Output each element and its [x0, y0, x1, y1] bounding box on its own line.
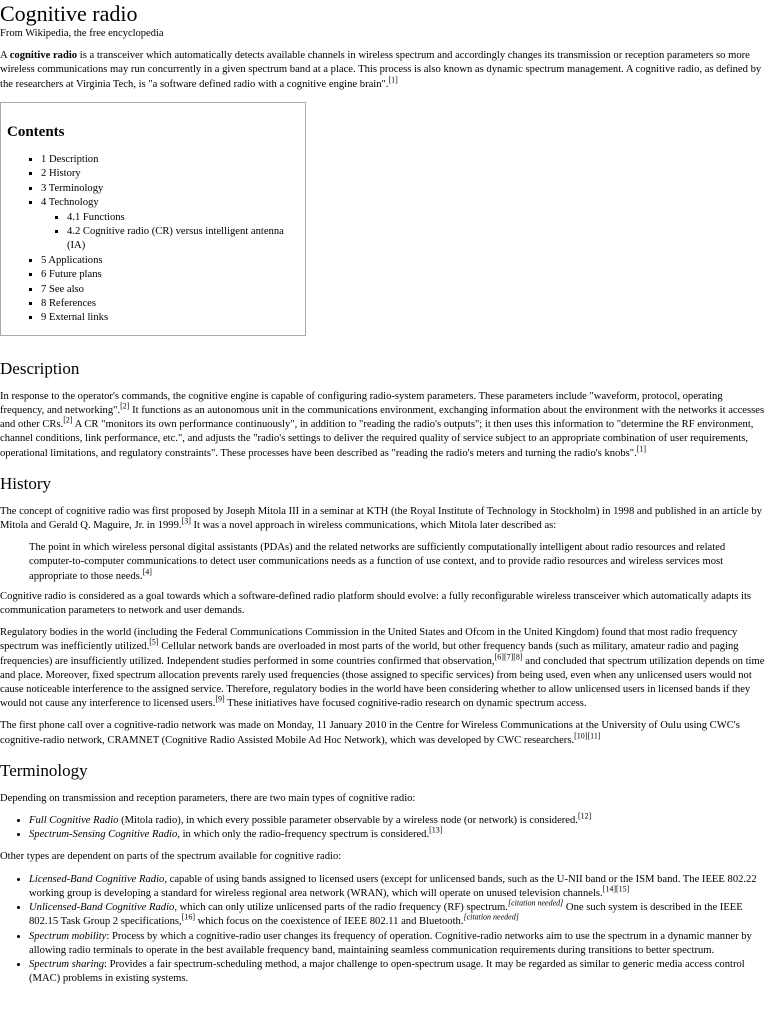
page-title: Cognitive radio — [0, 1, 138, 26]
citation-link[interactable]: [16] — [181, 912, 195, 922]
citation-link[interactable]: [2] — [120, 401, 130, 411]
toc-link[interactable]: 5 Applications — [41, 254, 103, 266]
citation-link[interactable]: [9] — [215, 694, 225, 704]
toc-subitem[interactable] — [67, 225, 299, 254]
history-paragraph — [0, 505, 766, 533]
table-of-contents — [0, 102, 306, 336]
text-run: Regulatory bodies in the world (including the Federal Communications Commission in the United States and Ofcom in the United Kingdom) found that most radio frequency spectrum was inefficiently utilized. — [0, 627, 738, 653]
history-paragraph — [0, 719, 766, 747]
toc-link[interactable]: 9 External links — [41, 312, 109, 324]
text-run: : Provides a fair spectrum-scheduling method, a major challenge to open-spectrum usage. It may be regarded as similar to generic media access control (MAC) problems in existing systems. — [29, 958, 745, 985]
toc-item[interactable] — [41, 311, 299, 325]
terminology-paragraph — [0, 792, 766, 806]
terminology-paragraph — [0, 850, 766, 864]
citation-link[interactable]: [13] — [429, 825, 443, 835]
list-item — [29, 930, 766, 958]
citation-link[interactable]: [5] — [149, 637, 159, 647]
intro-pre: A — [0, 50, 10, 62]
page-subtitle: From Wikipedia, the free encyclopedia — [0, 28, 164, 39]
toc-link[interactable]: 3 Terminology — [41, 182, 104, 194]
toc-item[interactable] — [41, 254, 299, 268]
toc-sublist — [41, 211, 299, 254]
text-run: These initiatives have focused cognitive-radio research on dynamic spectrum access. — [224, 698, 587, 710]
intro-bold-term: cognitive radio — [9, 50, 78, 62]
citation-link[interactable]: [6][7][8] — [494, 652, 523, 662]
list-item — [29, 958, 766, 986]
text-run: Depending on transmission and reception parameters, there are two main types of cognitive radio: — [0, 792, 416, 804]
text-run: It was a novel approach in wireless communications, which Mitola later described as: — [190, 520, 557, 532]
text-run: It functions as an autonomous unit in the communications environment, exchanging information about the environment with the networks it accesses and other CRs. — [0, 405, 765, 431]
section-heading-description: Description — [0, 358, 80, 378]
toc-item[interactable] — [41, 153, 299, 167]
list-item — [29, 873, 766, 901]
text-run: , which can only utilize unlicensed parts of the radio frequency (RF) spectrum. — [174, 902, 508, 914]
intro-paragraph — [0, 49, 766, 92]
toc-item[interactable] — [41, 283, 299, 297]
citation-link[interactable]: [2] — [63, 415, 73, 425]
section-heading-history: History — [0, 473, 51, 493]
toc-link[interactable]: 4 Technology — [41, 197, 99, 209]
toc-link[interactable]: 4.2 Cognitive radio (CR) versus intelligent antenna (IA) — [67, 226, 284, 252]
text-run: (Mitola radio), in which every possible parameter observable by a wireless node (or network) is considered. — [118, 815, 578, 827]
text-run: The first phone call over a cognitive-radio network was made on Monday, 11 January 2010 in the Centre for Wireless Communications at the University of Oulu using CWC's cognitive-radio network, CRAMNET (Cognitive Radio Assisted Mobile Ad Hoc Network), which was developed by CWC researchers. — [0, 720, 740, 746]
term-link[interactable]: Licensed-Band Cognitive Radio — [29, 873, 165, 885]
description-paragraph — [0, 390, 766, 461]
toc-title: Contents — [7, 123, 65, 140]
text-run: and concluded that spectrum utilization depends on time and place. Moreover, fixed spectrum allocation prevents rarely used frequencies (those assigned to specific services) from being used, even when any unlicensed users would not cause noticeable interference to the assigned service. Therefore, regulatory bodies in the world have been considering whether to allow unlicensed users in licensed bands if they would not cause any interference to licensed users. — [0, 655, 765, 710]
citation-needed-link[interactable]: [citation needed] — [463, 912, 519, 922]
text-run: A CR "monitors its own performance continuously", in addition to "reading the radio's outputs"; it then uses this information to "determine the RF environment, channel conditions, link performance, etc.", and adjusts the "radio's settings to deliver the required quality of service subject to an appropriate combination of user requirements, operational limitations, and regulatory constraints". These processes have been described as "reading the radio's meters and turning the radio's knobs". — [0, 419, 754, 459]
intro-text: is a transceiver which automatically detects available channels in wireless spectrum and accordingly changes its transmission or reception parameters so more wireless communications may run concurrently in a given spectrum band at a place. This process is also known as dynamic spectrum management. A cognitive radio, as defined by the researchers at Virginia Tech, is "a software defined radio with a cognitive engine brain". — [0, 50, 762, 90]
list-item — [29, 825, 766, 842]
toc-item[interactable] — [41, 182, 299, 196]
text-run: The concept of cognitive radio was first proposed by Joseph Mitola III in a seminar at KTH (the Royal Institute of Technology in Stockholm) in 1998 and published in an article by Mitola and Gerald Q. Maguire, Jr. in 1999. — [0, 505, 762, 532]
term-link[interactable]: Unlicensed-Band Cognitive Radio — [29, 902, 175, 914]
text-run: which focus on the coexistence of IEEE 802.11 and Bluetooth. — [194, 916, 464, 928]
toc-link[interactable]: 4.1 Functions — [67, 211, 125, 223]
text-run: , in which only the radio-frequency spectrum is considered. — [177, 829, 430, 841]
citation-link[interactable]: [10][11] — [574, 731, 601, 741]
history-paragraph — [0, 626, 766, 711]
citation-link[interactable]: [14][15] — [602, 884, 630, 894]
citation-link[interactable]: [1] — [636, 444, 647, 454]
term-link[interactable]: Full Cognitive Radio — [29, 815, 119, 827]
toc-item[interactable] — [41, 196, 299, 254]
toc-list — [7, 153, 299, 326]
text-run: , capable of using bands assigned to licensed users (except for unlicensed bands, such as the U-NII band or the ISM band. The IEEE 802.22 working group is developing a standard for wireless regional area network (WRAN), which will operate on unused television channels. — [29, 873, 757, 899]
text-run: Other types are dependent on parts of the spectrum available for cognitive radio: — [0, 851, 342, 863]
text-run: The point in which wireless personal digital assistants (PDAs) and the related networks are sufficiently computationally intelligent about radio resources and related computer-to-computer communications to detect user communications needs as a function of use context, and to provide radio resources and wireless services most appropriate to those needs. — [29, 542, 726, 582]
citation-link[interactable]: [4] — [142, 567, 152, 577]
toc-link[interactable]: 2 History — [41, 168, 81, 180]
citation-link[interactable]: [1] — [388, 75, 398, 85]
toc-link[interactable]: 1 Description — [41, 154, 99, 166]
section-heading-terminology: Terminology — [0, 760, 88, 780]
citation-link[interactable]: [12] — [577, 811, 592, 821]
history-blockquote — [29, 541, 766, 584]
toc-item[interactable] — [41, 297, 299, 311]
radio-types-list — [0, 811, 766, 842]
text-run: One such system is described in the IEEE 802.15 Task Group 2 specifications, — [29, 902, 743, 928]
toc-link[interactable]: 7 See also — [41, 283, 84, 295]
citation-needed-link[interactable]: [citation needed] — [507, 898, 564, 908]
term-link[interactable]: Spectrum sharing — [29, 958, 105, 970]
toc-item[interactable] — [41, 268, 299, 282]
history-paragraph — [0, 590, 766, 618]
text-run: Cellular network bands are overloaded in most parts of the world, but other frequency bands (such as military, amateur radio and paging frequencies) are insufficiently utilized. Independent studies performed in some countries confirmed that observation, — [0, 641, 739, 667]
toc-link[interactable]: 6 Future plans — [41, 269, 102, 281]
text-run: Cognitive radio is considered as a goal towards which a software-defined radio platform should evolve: a fully reconfigurable wireless transceiver which automatically adapts its communication parameters to network and user demands. — [0, 590, 752, 617]
spectrum-types-list — [0, 873, 766, 987]
term-link[interactable]: Spectrum mobility — [29, 930, 107, 942]
text-run: : Process by which a cognitive-radio user changes its frequency of operation. Cognitive-radio networks aim to use the spectrum in a dynamic manner by allowing radio terminals to operate in the best available frequency band, maintaining seamless communication requirements during transitions to better spectrum. — [29, 930, 752, 956]
term-link[interactable]: Spectrum-Sensing Cognitive Radio — [29, 829, 178, 841]
toc-item[interactable] — [41, 167, 299, 181]
toc-link[interactable]: 8 References — [41, 298, 96, 310]
list-item — [29, 811, 766, 828]
text-run: In response to the operator's commands, the cognitive engine is capable of configuring radio-system parameters. These parameters include "waveform, protocol, operating frequency, and networking". — [0, 390, 723, 417]
citation-link[interactable]: [3] — [181, 516, 191, 526]
toc-subitem[interactable] — [67, 211, 299, 225]
list-item — [29, 898, 766, 929]
